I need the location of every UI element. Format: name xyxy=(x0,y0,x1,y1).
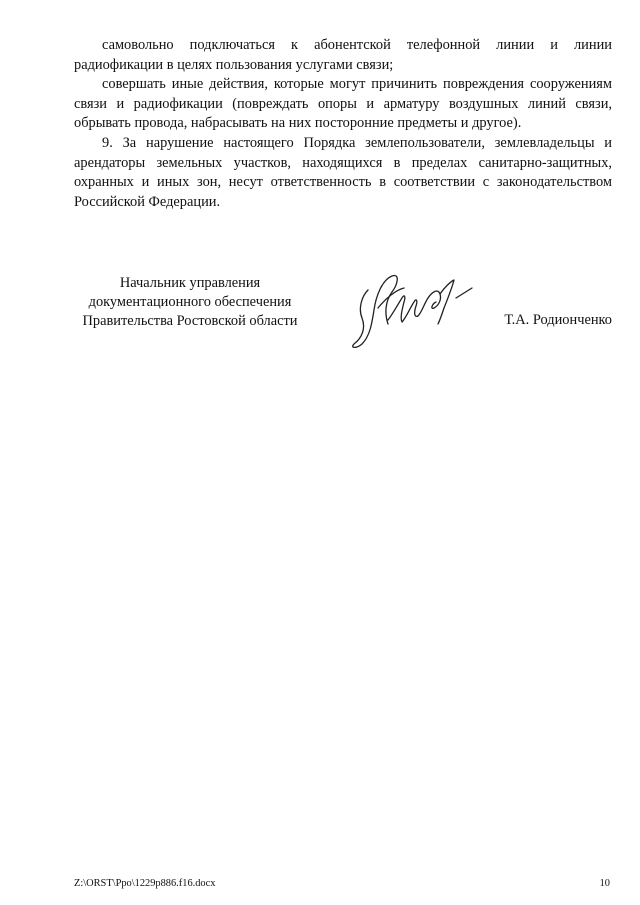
handwritten-signature xyxy=(348,268,478,350)
signatory-title-line: Правительства Ростовской области xyxy=(82,313,298,329)
paragraph-liability: 9. За нарушение настоящего Порядка землепользователи, землевладельцы и арендаторы земельных участков, находящихся в пределах санитарно-защитных, охранных и иных зон, несут ответственность в соответствии с законодательством Российской Федерации. xyxy=(74,134,612,210)
paragraph-connection-ban: самовольно подключаться к абонентской телефонной линии и линии радиофикации в целях пользования услугами связи; xyxy=(74,37,612,73)
footer-page-number: 10 xyxy=(599,878,610,889)
signatory-title-line: документационного обеспечения xyxy=(88,294,292,310)
signatory-name: Т.А. Родионченко xyxy=(504,312,612,328)
footer-file-path: Z:\ORST\Ppo\1229p886.f16.docx xyxy=(74,878,216,889)
signatory-title xyxy=(70,274,310,331)
signatory-title-line: Начальник управления xyxy=(119,275,261,291)
document-body xyxy=(74,36,612,212)
paragraph-damage-ban: совершать иные действия, которые могут причинить повреждения сооружениям связи и радиофикации (повреждать опоры и арматуру воздушных линий связи, обрывать провода, набрасывать на них посторонние предметы и другое). xyxy=(74,76,612,132)
